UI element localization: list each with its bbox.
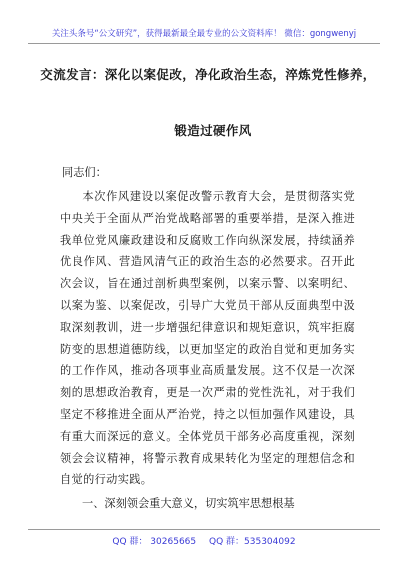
greeting: 同志们： <box>62 166 107 179</box>
footer-qq-group-2: QQ 群：535304092 <box>209 537 296 547</box>
header-divider <box>28 43 380 44</box>
footer-divider <box>28 529 380 530</box>
footer-qq-group-1: QQ 群： 30265665 <box>112 537 197 547</box>
section-heading-1: 一、深刻领会重大意义，切实筑牢思想根基 <box>82 497 295 510</box>
footer <box>0 534 408 547</box>
header-banner: 关注头条号“公文研究”，获得最新最全最专业的公文资料库！ 微信：gongwenyj <box>51 29 357 39</box>
document-title-line-1: 交流发言：深化以案促改，净化政治生态，淬炼党性修养， <box>40 67 376 82</box>
body-paragraph: 本次作风建设以案促改警示教育大会，是贯彻落实党中央关于全面从严治党战略部署的重要举措，是深入推进我单位党风廉政建设和反腐败工作向纵深发展，持续涵养优良作风、营造风清气正的政治生态的必然要求。召开此次会议，旨在通过剖析典型案例，以案示警、以案明纪、以案为鉴、以案促改，引导广大党员干部从反面典型中汲取深刻教训，进一步增强纪律意识和规矩意识，筑牢拒腐防变的思想道德防线，以更加坚定的政治自觉和更加务实的工作作风，推动各项事业高质量发展。这不仅是一次深刻的思想政治教育，更是一次严肃的党性洗礼，对于我们坚定不移推进全面从严治党，持之以恒加强作风建设，具有重大而深远的意义。全体党员干部务必高度重视，深刻领会会议精神，将警示教育成果转化为坚定的理想信念和自觉的行动实践。 <box>60 190 355 487</box>
document-title-line-2: 锻造过硬作风 <box>174 123 252 138</box>
